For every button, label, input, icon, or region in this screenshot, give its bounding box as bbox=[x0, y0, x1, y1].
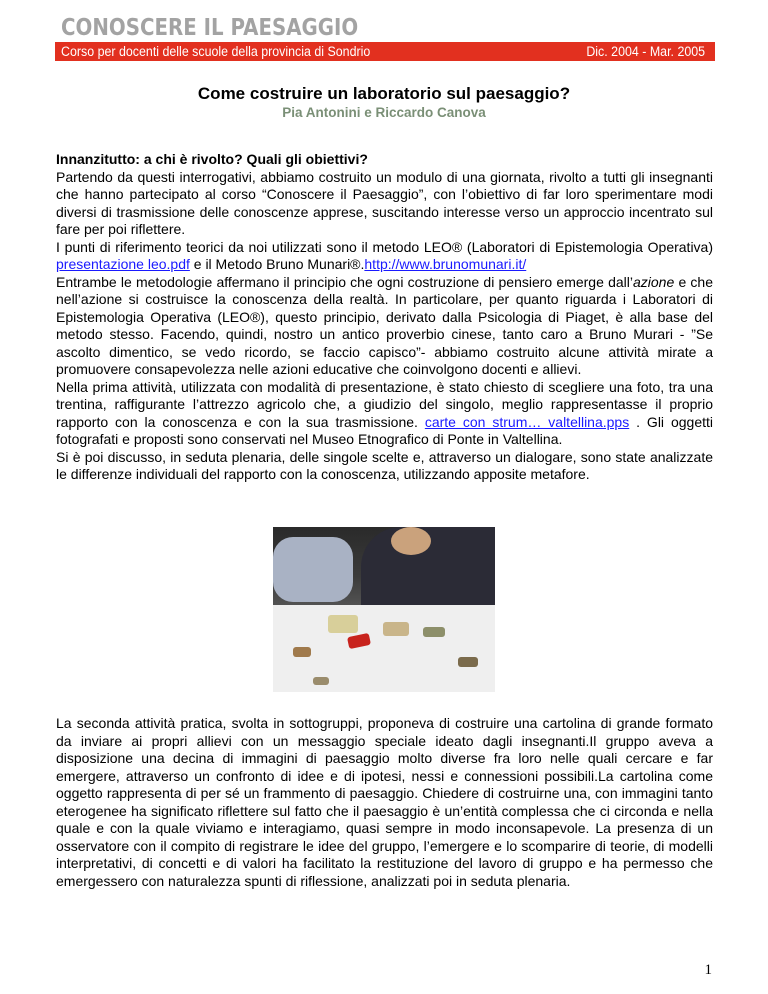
photo-person-head bbox=[391, 527, 431, 555]
first-activity-text: Nella prima attività, utilizzata con modalità di presentazione, è stato chiesto di scegliere una foto, tra una trentina, raffigurante l’attrezzo agricolo che, a giudizio del singolo, meglio rappresentasse il proprio rapporto con la conoscenza e con la sua trasmissione. bbox=[56, 378, 713, 430]
banner-subtitle: Corso per docenti delle scuole della provincia di Sondrio bbox=[61, 44, 371, 59]
page-number: 1 bbox=[704, 962, 712, 978]
references-text-2: e il Metodo Bruno Munari®. bbox=[189, 256, 365, 272]
leo-presentation-link[interactable]: presentazione leo.pdf bbox=[56, 256, 190, 272]
paragraph-first-activity bbox=[56, 379, 713, 449]
photo-card bbox=[328, 615, 358, 633]
section-heading: Innanzitutto: a chi è rivolto? Quali gli obiettivi? bbox=[56, 151, 368, 167]
paragraph-references bbox=[56, 239, 713, 274]
second-activity-section bbox=[56, 715, 713, 890]
workshop-photo bbox=[273, 527, 495, 692]
photo-card bbox=[423, 627, 445, 637]
photo-card bbox=[458, 657, 478, 667]
photo-person-left bbox=[273, 537, 353, 602]
intro-section bbox=[56, 151, 713, 484]
munari-website-link[interactable]: http://www.brunomunari.it/ bbox=[364, 256, 527, 272]
methodology-text: Entrambe le metodologie affermano il principio che ogni costruzione di pensiero emerge dall’ bbox=[56, 273, 633, 290]
photo-card bbox=[313, 677, 329, 685]
paragraph-purpose: Partendo da questi interrogativi, abbiamo costruito un modulo di una giornata, rivolto a tutti gli insegnanti che hanno partecipato al corso “Conoscere il Paesaggio”, con l’obiettivo di far loro sperimentare modi diversi di trasmissione delle conoscenze apprese, suscitando interesse verso un approccio incentrato sul fare per poi riflettere. bbox=[56, 168, 713, 237]
document-authors: Pia Antonini e Riccardo Canova bbox=[282, 105, 486, 120]
photo-card bbox=[293, 647, 311, 657]
methodology-text-2: e che nell’azione si costruisce la conoscenza della realtà. In particolare, per quanto riguarda i Laboratori di Epistemologia Operativa (LEO®), questo principio, derivato dalla Psicologia di Piaget, è alla base del metodo stesso. Facendo, quindi, nostro un antico proverbio cinese, tanto caro a Bruno Murari - ”Se ascolto dimentico, se vedo ricordo, se faccio capisco”- abbiamo costruito alcune attività mirate a promuovere consapevolezza nelle azioni educative che coinvolgono docenti e allievi. bbox=[56, 273, 714, 377]
paragraph-second-activity: La seconda attività pratica, svolta in sottogruppi, proponeva di costruire una cartolina di grande formato da inviare ai propri allievi con un messaggio speciale ideato dagli insegnanti.Il gruppo aveva a disposizione una decina di immagini di paesaggio molto diverse fra loro nelle quali cercare e far emergere, attraverso un confronto di idee e di ipotesi, nessi e connessioni possibili.La cartolina come oggetto rappresenta di per sé un frammento di paesaggio. Chiedere di costruirne una, con immagini tanto eterogenee ha significato riflettere sul fatto che il paesaggio è un’entità complessa che ci circonda e nella quale e con la quale viviamo e interagiamo, quasi sempre in modo inconsapevole. La presenza di un osservatore con il compito di registrare le idee del gruppo, l’emergere e lo scomparire di teorie, di modelli interpretativi, di concetti e di valori ha facilitato la restituzione del lavoro di gruppo e ha permesso che emergessero con naturalezza spunti di riflessione, analizzati poi in seduta plenaria. bbox=[56, 715, 713, 889]
references-text: I punti di riferimento teorici da noi utilizzati sono il metodo LEO® (Laboratori di Epistemologia Operativa) bbox=[56, 238, 713, 255]
paragraph-discussion: Si è poi discusso, in seduta plenaria, delle singole scelte e, attraverso un dialogare, sono state analizzate le differenze individuali del rapporto con la conoscenza, utilizzando apposite metafore. bbox=[56, 448, 713, 482]
tools-slideshow-link[interactable]: carte con strum… valtellina.pps bbox=[424, 413, 630, 430]
photo-card bbox=[383, 622, 409, 636]
banner-title: CONOSCERE IL PAESAGGIO bbox=[61, 15, 359, 41]
banner-bar bbox=[55, 42, 715, 61]
document-title: Come costruire un laboratorio sul paesaggio? bbox=[197, 84, 571, 103]
first-activity-text-2: . Gli oggetti fotografati e proposti sono conservati nel Museo Etnografico di Ponte in Valtellina. bbox=[56, 413, 713, 447]
paragraph-methodology bbox=[56, 274, 713, 379]
course-banner bbox=[55, 14, 715, 62]
methodology-italic-word: azione bbox=[632, 273, 675, 290]
banner-dates: Dic. 2004 - Mar. 2005 bbox=[586, 44, 705, 59]
